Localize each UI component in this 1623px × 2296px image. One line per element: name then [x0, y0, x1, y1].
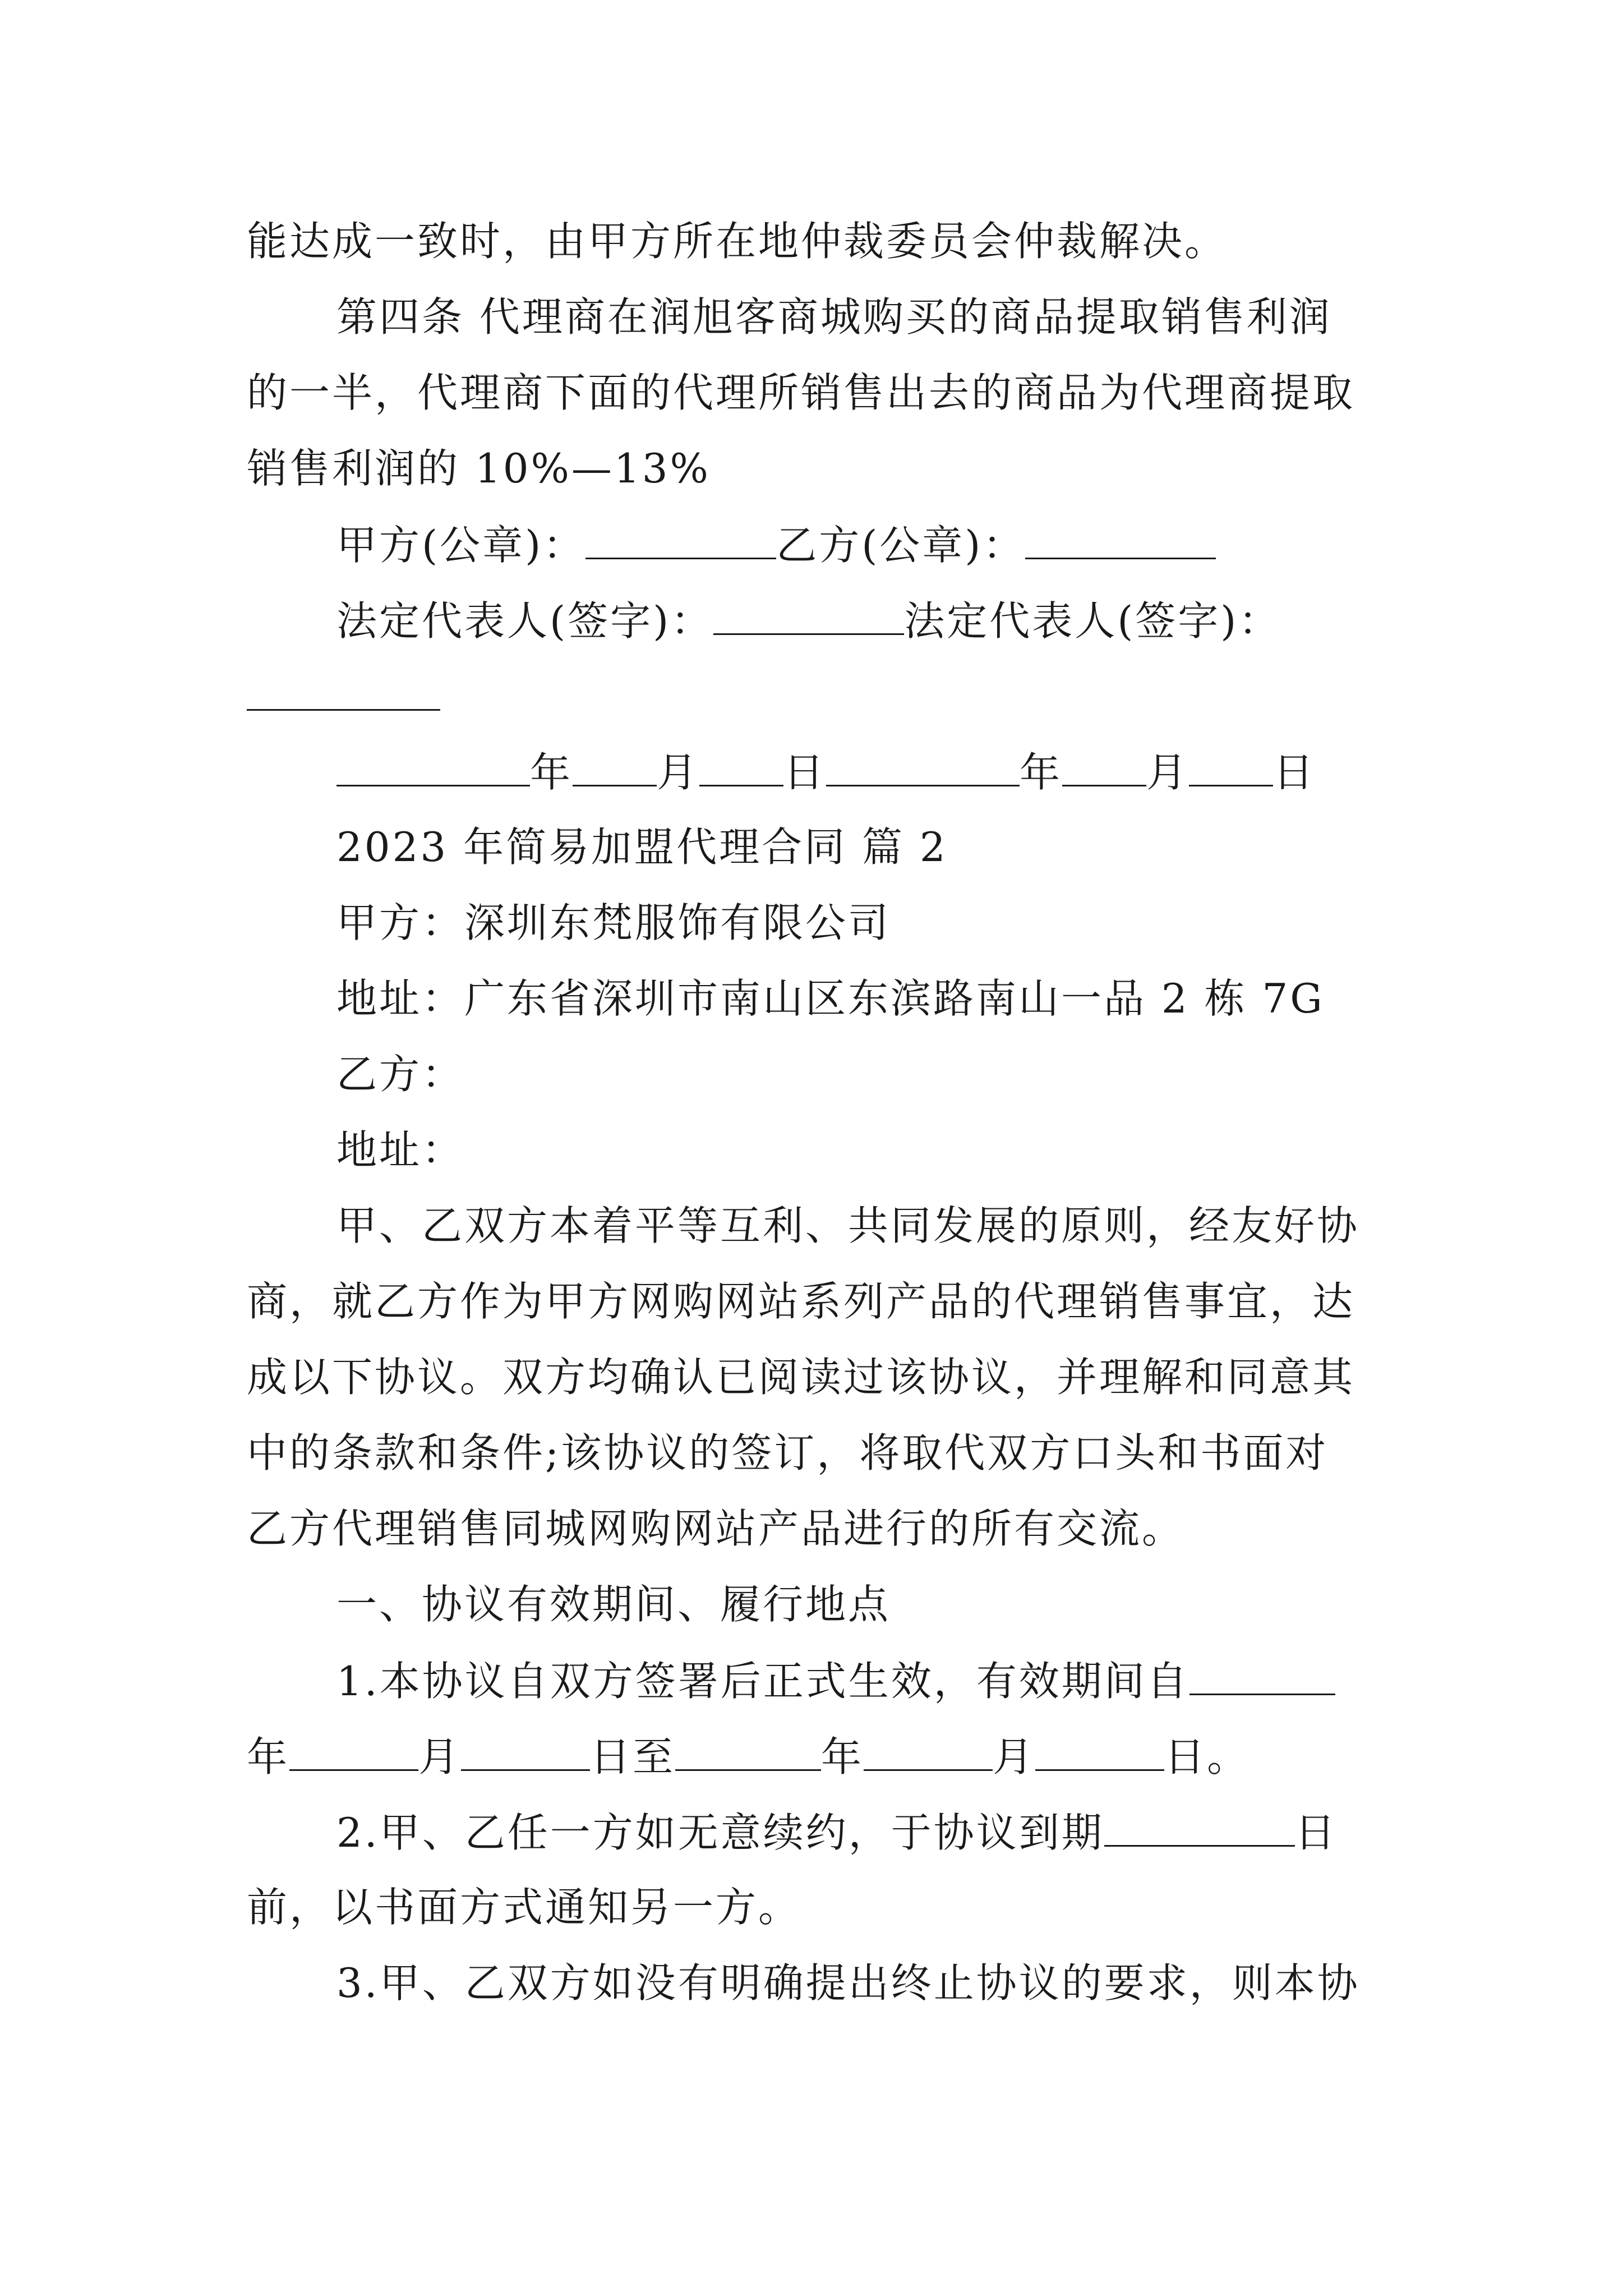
text-line: 的一半，代理商下面的代理所销售出去的商品为代理商提取 — [247, 369, 1355, 416]
signature-rep-line — [336, 592, 1464, 649]
party-b-seal-blank — [1025, 516, 1216, 559]
clause-2-text: 2.甲、乙任一方如无意续约，于协议到期 — [336, 1809, 1104, 1856]
party-b-rep-blank — [247, 668, 440, 711]
day-blank — [1189, 743, 1273, 786]
party-a-seal-blank — [585, 516, 776, 559]
contract-title: 2023 年简易加盟代理合同 篇 2 — [336, 823, 948, 871]
days-blank — [1104, 1803, 1295, 1847]
day-label: 日 — [1294, 1809, 1338, 1856]
party-a-rep-label: 法定代表人(签字)： — [336, 597, 714, 645]
month-label: 月 — [418, 1733, 462, 1780]
paragraph-line: 商，就乙方作为甲方网购网站系列产品的代理销售事宜，达 — [247, 1278, 1355, 1325]
year-label: 年 — [530, 749, 573, 796]
paragraph-line: 中的条款和条件;该协议的签订，将取代双方口头和书面对 — [247, 1429, 1329, 1476]
month-label: 月 — [657, 749, 700, 796]
year-blank — [336, 743, 530, 786]
article-four-line: 第四条 代理商在润旭客商城购买的商品提取销售利润 — [336, 293, 1332, 341]
party-a-address: 地址：广东省深圳市南山区东滨路南山一品 2 栋 7G — [336, 975, 1325, 1022]
signature-date-line — [336, 743, 1464, 800]
paragraph-line: 成以下协议。双方均确认已阅读过该协议，并理解和同意其 — [247, 1354, 1355, 1401]
start-year-blank — [1189, 1652, 1335, 1695]
party-b-rep-label: 法定代表人(签字)： — [904, 597, 1281, 645]
party-b-rep-blank-line — [247, 668, 1374, 725]
text-line: 销售利润的 10%—13% — [247, 445, 711, 492]
month-blank — [573, 743, 657, 786]
year-label: 年 — [247, 1733, 290, 1780]
day-label: 日 — [783, 749, 827, 796]
month-label: 月 — [1146, 749, 1189, 796]
day-label: 日 — [1273, 749, 1316, 796]
month-blank — [289, 1728, 418, 1771]
paragraph-line: 甲、乙双方本着平等互利、共同发展的原则，经友好协 — [336, 1202, 1360, 1249]
month-blank — [1062, 743, 1146, 786]
clause-2-continuation: 前，以书面方式通知另一方。 — [247, 1884, 801, 1931]
day-blank — [1035, 1728, 1164, 1771]
paragraph-line: 乙方代理销售同城网购网站产品进行的所有交流。 — [247, 1505, 1185, 1552]
clause-1-line — [336, 1652, 1464, 1709]
clause-1-text: 1.本协议自双方签署后正式生效，有效期间自 — [336, 1658, 1189, 1705]
signature-seal-line — [336, 516, 1464, 573]
section-heading: 一、协议有效期间、履行地点 — [336, 1581, 891, 1628]
party-b-seal-label: 乙方(公章)： — [776, 522, 1026, 569]
party-b-line: 乙方： — [336, 1051, 465, 1098]
year-blank — [826, 743, 1020, 786]
day-to-label: 日至 — [590, 1733, 676, 1780]
year-blank — [675, 1728, 821, 1771]
party-a-line: 甲方：深圳东梵服饰有限公司 — [336, 899, 891, 946]
text-line: 能达成一致时，由甲方所在地仲裁委员会仲裁解决。 — [247, 218, 1228, 265]
day-label: 日。 — [1164, 1733, 1250, 1780]
clause-2-line — [336, 1803, 1464, 1861]
party-a-seal-label: 甲方(公章)： — [336, 522, 586, 569]
day-blank — [699, 743, 783, 786]
month-label: 月 — [993, 1733, 1036, 1780]
year-label: 年 — [1020, 749, 1063, 796]
day-blank — [461, 1728, 590, 1771]
clause-1-date-line — [247, 1728, 1374, 1785]
month-blank — [864, 1728, 993, 1771]
year-label: 年 — [821, 1733, 864, 1780]
clause-3-line: 3.甲、乙双方如没有明确提出终止协议的要求，则本协 — [336, 1959, 1360, 2007]
party-b-address: 地址： — [336, 1126, 465, 1174]
party-a-rep-blank — [713, 592, 904, 635]
